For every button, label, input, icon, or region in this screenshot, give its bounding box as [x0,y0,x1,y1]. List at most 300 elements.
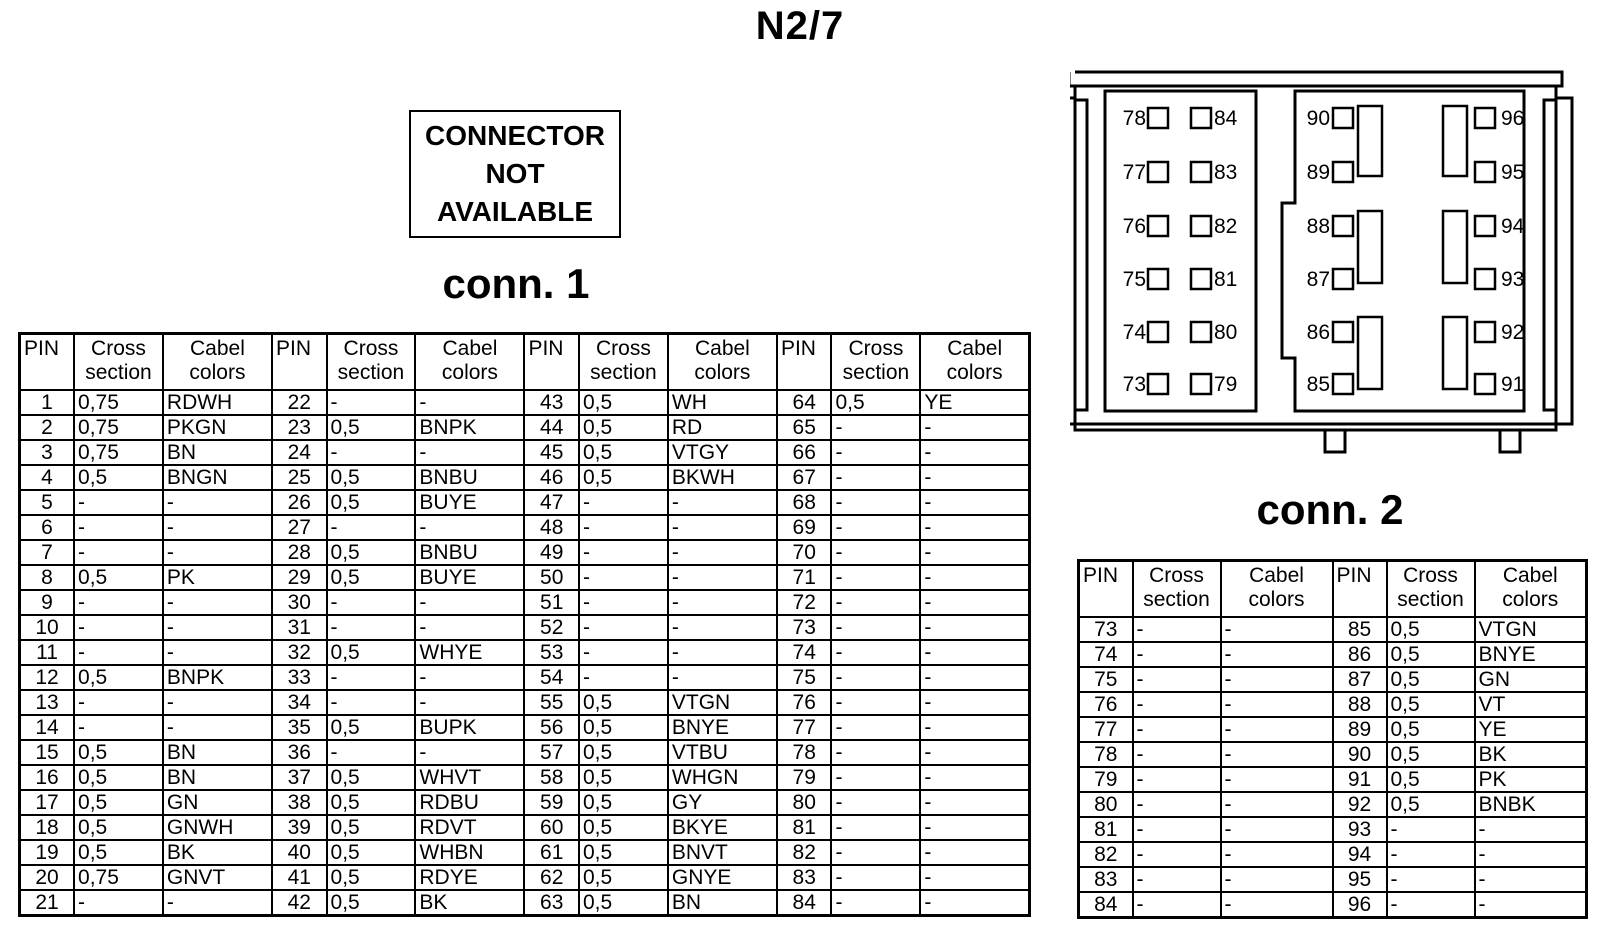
cabel-color-cell: - [415,665,524,690]
cabel-color-cell: - [1221,692,1333,717]
cross-section-cell: 0,5 [74,565,163,590]
pin-cell: 57 [524,740,579,765]
cabel-color-cell: - [920,740,1029,765]
cross-section-cell: 0,5 [74,665,163,690]
cross-section-cell: 0,5 [74,740,163,765]
cabel-color-cell: PKGN [163,415,272,440]
cross-section-cell: - [1133,642,1221,667]
cross-section-cell: - [831,690,920,715]
pin-socket [1333,162,1353,182]
cross-section-cell: - [1133,617,1221,642]
cabel-color-cell: - [920,865,1029,890]
cabel-color-cell: BK [163,840,272,865]
cross-section-cell: - [831,465,920,490]
cabel-color-cell: VTGY [668,440,777,465]
pin-socket [1358,317,1382,389]
pin-cell: 28 [272,540,327,565]
pin-socket [1148,108,1168,128]
cross-section-cell: 0,5 [327,640,416,665]
cabel-color-cell: BNVT [668,840,777,865]
pin-cell: 12 [20,665,75,690]
cabel-color-cell: RD [668,415,777,440]
pin-cell: 11 [20,640,75,665]
pin-cell: 87 [1333,667,1387,692]
cross-section-cell: 0,5 [327,790,416,815]
pin-cell: 62 [524,865,579,890]
cross-section-cell: - [74,890,163,916]
table-row [20,590,1030,615]
cabel-color-cell: BNBK [1475,792,1587,817]
pin-cell: 18 [20,815,75,840]
cabel-color-cell: - [920,465,1029,490]
notice-line-1: CONNECTOR [425,120,605,151]
cabel-color-cell: WHYE [415,640,524,665]
cabel-color-cell: WHVT [415,765,524,790]
pin-socket [1475,269,1495,289]
cabel-color-cell: - [1221,767,1333,792]
cross-section-cell: - [831,540,920,565]
cross-section-cell: - [831,840,920,865]
conn2-label: conn. 2 [1256,486,1404,533]
pin-number-label: 80 [1214,321,1238,344]
cabel-color-cell: BNPK [163,665,272,690]
cross-section-cell: 0,5 [579,690,668,715]
cabel-color-cell: VTGN [1475,617,1587,642]
pin-socket [1475,216,1495,236]
pin-cell: 91 [1333,767,1387,792]
cabel-color-cell: GNYE [668,865,777,890]
cross-section-cell: 0,5 [327,540,416,565]
cross-section-cell: - [74,615,163,640]
cabel-colors-header: Cabel colors [163,334,272,391]
cabel-color-cell: BNYE [1475,642,1587,667]
cross-section-cell: 0,5 [327,840,416,865]
cabel-color-cell: - [920,715,1029,740]
cross-section-cell: - [74,490,163,515]
pin-socket [1148,374,1168,394]
cabel-color-cell: - [668,665,777,690]
table-row [1079,667,1587,692]
pin-cell: 75 [777,665,832,690]
cross-section-cell: - [74,690,163,715]
cabel-color-cell: WHBN [415,840,524,865]
cabel-color-cell: GNWH [163,815,272,840]
pin-cell: 80 [1079,792,1133,817]
cabel-color-cell: BNYE [668,715,777,740]
pin-header: PIN [1333,561,1387,618]
notice-line-3: AVAILABLE [436,196,594,227]
cabel-colors-header: Cabel colors [1475,561,1587,618]
pin-cell: 32 [272,640,327,665]
table-row [1079,892,1587,918]
cross-section-cell: - [831,565,920,590]
pin-cell: 64 [777,390,832,415]
pin-socket [1475,162,1495,182]
cabel-color-cell: - [415,390,524,415]
cross-section-header: Cross section [1133,561,1221,618]
cross-section-cell: 0,5 [579,440,668,465]
cross-section-cell: - [327,690,416,715]
cabel-color-cell: - [920,565,1029,590]
cabel-color-cell: - [1221,817,1333,842]
pin-cell: 25 [272,465,327,490]
cross-section-cell: 0,5 [579,465,668,490]
cabel-color-cell: - [163,490,272,515]
cross-section-cell: - [831,815,920,840]
cross-section-cell: - [327,440,416,465]
cabel-colors-header: Cabel colors [1221,561,1333,618]
cross-section-cell: - [831,440,920,465]
pin-cell: 75 [1079,667,1133,692]
cross-section-cell: 0,5 [74,790,163,815]
table-row [20,790,1030,815]
pin-cell: 47 [524,490,579,515]
cross-section-cell: 0,75 [74,390,163,415]
cabel-color-cell: - [1221,867,1333,892]
cross-section-cell: - [831,515,920,540]
cabel-colors-header: Cabel colors [920,334,1029,391]
cross-section-cell: 0,5 [1387,792,1475,817]
cross-section-cell: - [1133,892,1221,918]
cabel-color-cell: - [920,890,1029,916]
connector-pinout-diagram [1070,68,1580,468]
pin-cell: 60 [524,815,579,840]
pin-number-label: 96 [1501,107,1525,130]
pin-cell: 6 [20,515,75,540]
table-row [20,415,1030,440]
pin-socket [1475,322,1495,342]
cabel-color-cell: - [1475,867,1587,892]
cabel-color-cell: BNPK [415,415,524,440]
pin-socket [1443,106,1467,176]
pin-header: PIN [1079,561,1133,618]
pin-cell: 76 [777,690,832,715]
pin-cell: 5 [20,490,75,515]
pin-socket [1358,211,1382,283]
pin-header: PIN [20,334,75,391]
pin-number-label: 81 [1214,268,1238,291]
table-row [1079,867,1587,892]
pin-number-label: 94 [1501,215,1525,238]
pin-cell: 78 [1079,742,1133,767]
cross-section-cell: 0,5 [327,565,416,590]
cross-section-cell: 0,5 [74,465,163,490]
table-row [1079,767,1587,792]
table-row [1079,642,1587,667]
pin-cell: 78 [777,740,832,765]
pin-cell: 50 [524,565,579,590]
cross-section-cell: 0,5 [327,865,416,890]
cabel-color-cell: VTGN [668,690,777,715]
cabel-color-cell: - [668,615,777,640]
cross-section-cell: - [1387,892,1475,918]
cross-section-cell: - [831,790,920,815]
pin-cell: 41 [272,865,327,890]
cross-section-cell: - [1133,692,1221,717]
pin-cell: 74 [1079,642,1133,667]
cabel-color-cell: BN [668,890,777,916]
pin-cell: 74 [777,640,832,665]
cross-section-cell: - [1387,867,1475,892]
connector-not-available-box [409,110,621,238]
cross-section-cell: 0,75 [74,865,163,890]
cross-section-cell: 0,5 [327,765,416,790]
table-row [20,440,1030,465]
pin-number-label: 73 [1122,373,1146,396]
pin-cell: 53 [524,640,579,665]
cabel-color-cell: - [668,640,777,665]
pin-number-label: 83 [1214,161,1238,184]
cross-section-cell: 0,5 [74,840,163,865]
pin-cell: 15 [20,740,75,765]
pin-socket [1443,211,1467,283]
cabel-color-cell: - [415,440,524,465]
cabel-color-cell: GN [163,790,272,815]
pin-cell: 84 [1079,892,1133,918]
pin-number-label: 82 [1214,215,1238,238]
cabel-color-cell: - [920,415,1029,440]
cabel-color-cell: - [163,590,272,615]
pin-socket [1148,322,1168,342]
cross-section-cell: 0,5 [579,890,668,916]
pin-cell: 52 [524,615,579,640]
cabel-color-cell: BNBU [415,465,524,490]
cross-section-header: Cross section [831,334,920,391]
cabel-color-cell: - [415,515,524,540]
cross-section-cell: - [579,565,668,590]
cabel-color-cell: BK [1475,742,1587,767]
pin-cell: 82 [1079,842,1133,867]
cabel-color-cell: - [920,840,1029,865]
cross-section-cell: 0,5 [1387,642,1475,667]
cabel-color-cell: - [163,890,272,916]
cabel-color-cell: YE [920,390,1029,415]
pin-cell: 29 [272,565,327,590]
pin-number-label: 85 [1306,373,1330,396]
cabel-color-cell: BN [163,740,272,765]
cabel-colors-header: Cabel colors [668,334,777,391]
cross-section-cell: - [74,715,163,740]
cross-section-cell: - [579,640,668,665]
table-header-row [1079,561,1587,618]
cross-section-cell: - [1133,767,1221,792]
pin-cell: 48 [524,515,579,540]
pin-socket [1191,374,1211,394]
cross-section-cell: - [831,890,920,916]
cross-section-header: Cross section [579,334,668,391]
pin-cell: 54 [524,665,579,690]
pin-cell: 13 [20,690,75,715]
cross-section-cell: 0,5 [831,390,920,415]
pin-cell: 96 [1333,892,1387,918]
pin-socket [1475,108,1495,128]
cabel-color-cell: GY [668,790,777,815]
pin-cell: 23 [272,415,327,440]
cabel-color-cell: - [920,615,1029,640]
cross-section-cell: - [579,490,668,515]
pin-socket [1148,269,1168,289]
cross-section-cell: - [579,515,668,540]
cross-section-cell: 0,75 [74,415,163,440]
pin-cell: 34 [272,690,327,715]
table-row [20,740,1030,765]
pin-cell: 49 [524,540,579,565]
cross-section-cell: - [1133,842,1221,867]
pin-cell: 77 [777,715,832,740]
pin-number-label: 78 [1122,107,1146,130]
cross-section-cell: - [1133,717,1221,742]
cabel-color-cell: BKYE [668,815,777,840]
pin-cell: 92 [1333,792,1387,817]
cabel-color-cell: - [1475,842,1587,867]
cross-section-cell: 0,5 [1387,767,1475,792]
pin-cell: 79 [1079,767,1133,792]
cross-section-cell: - [1133,867,1221,892]
pin-number-label: 86 [1306,321,1330,344]
pin-cell: 14 [20,715,75,740]
pin-cell: 84 [777,890,832,916]
pin-cell: 45 [524,440,579,465]
pin-number-label: 84 [1214,107,1238,130]
cabel-color-cell: - [1475,892,1587,918]
cross-section-cell: - [74,515,163,540]
conn2-pin-table [1077,559,1588,919]
pin-socket [1333,108,1353,128]
cabel-color-cell: - [1221,617,1333,642]
cross-section-cell: - [327,740,416,765]
table-row [20,765,1030,790]
pin-cell: 71 [777,565,832,590]
pin-cell: 72 [777,590,832,615]
pin-cell: 42 [272,890,327,916]
cross-section-cell: - [831,640,920,665]
cabel-color-cell: - [1221,667,1333,692]
cabel-color-cell: VT [1475,692,1587,717]
pin-cell: 79 [777,765,832,790]
table-row [1079,792,1587,817]
cross-section-cell: - [831,865,920,890]
pin-cell: 93 [1333,817,1387,842]
pin-cell: 21 [20,890,75,916]
cross-section-cell: - [327,390,416,415]
cabel-color-cell: BKWH [668,465,777,490]
table-row [1079,617,1587,642]
cross-section-cell: 0,5 [579,715,668,740]
pin-cell: 85 [1333,617,1387,642]
cabel-color-cell: - [415,740,524,765]
cabel-color-cell: - [163,515,272,540]
pin-header: PIN [272,334,327,391]
pin-cell: 83 [1079,867,1133,892]
pin-cell: 65 [777,415,832,440]
cross-section-header: Cross section [1387,561,1475,618]
table-row [20,515,1030,540]
pin-socket [1191,216,1211,236]
pin-cell: 94 [1333,842,1387,867]
table-row [20,565,1030,590]
cabel-color-cell: RDWH [163,390,272,415]
pin-cell: 22 [272,390,327,415]
cross-section-cell: - [327,515,416,540]
pin-cell: 70 [777,540,832,565]
cross-section-cell: 0,5 [74,765,163,790]
cross-section-cell: - [1133,742,1221,767]
cabel-color-cell: VTBU [668,740,777,765]
cabel-color-cell: BUPK [415,715,524,740]
pin-cell: 95 [1333,867,1387,892]
cabel-color-cell: BN [163,440,272,465]
cross-section-cell: - [579,540,668,565]
cabel-color-cell: GNVT [163,865,272,890]
pin-cell: 83 [777,865,832,890]
cross-section-cell: 0,5 [579,765,668,790]
cross-section-cell: 0,5 [1387,742,1475,767]
pin-cell: 44 [524,415,579,440]
table-row [20,715,1030,740]
cabel-color-cell: - [920,765,1029,790]
pin-socket [1333,374,1353,394]
pin-number-label: 87 [1306,268,1330,291]
pin-cell: 30 [272,590,327,615]
pin-cell: 61 [524,840,579,865]
table-row [20,390,1030,415]
pin-number-label: 95 [1501,161,1525,184]
cross-section-cell: 0,75 [74,440,163,465]
cabel-colors-header: Cabel colors [415,334,524,391]
cabel-color-cell: BN [163,765,272,790]
pin-cell: 55 [524,690,579,715]
cabel-color-cell: GN [1475,667,1587,692]
pin-cell: 26 [272,490,327,515]
cabel-color-cell: BK [415,890,524,916]
cross-section-cell: - [831,490,920,515]
cabel-color-cell: RDBU [415,790,524,815]
pin-cell: 33 [272,665,327,690]
pin-cell: 77 [1079,717,1133,742]
cross-section-cell: - [831,615,920,640]
pin-cell: 16 [20,765,75,790]
cross-section-cell: - [74,640,163,665]
pin-socket [1443,317,1467,389]
pin-number-label: 91 [1501,373,1525,396]
cabel-color-cell: - [920,790,1029,815]
cross-section-cell: 0,5 [1387,617,1475,642]
pin-socket [1358,106,1382,176]
pin-socket [1333,269,1353,289]
pin-cell: 81 [1079,817,1133,842]
cabel-color-cell: BNBU [415,540,524,565]
cabel-color-cell: BUYE [415,490,524,515]
pin-cell: 56 [524,715,579,740]
cross-section-cell: 0,5 [327,490,416,515]
cross-section-cell: 0,5 [327,465,416,490]
table-row [1079,817,1587,842]
pin-socket [1148,216,1168,236]
pin-number-label: 90 [1306,107,1330,130]
cabel-color-cell: - [920,540,1029,565]
cabel-color-cell: - [1221,742,1333,767]
cabel-color-cell: - [1475,817,1587,842]
cross-section-cell: - [831,740,920,765]
pin-cell: 69 [777,515,832,540]
table-row [1079,742,1587,767]
pin-number-label: 89 [1306,161,1330,184]
cabel-color-cell: RDYE [415,865,524,890]
pin-socket [1191,108,1211,128]
cross-section-cell: - [74,540,163,565]
pin-cell: 40 [272,840,327,865]
cross-section-cell: 0,5 [327,415,416,440]
